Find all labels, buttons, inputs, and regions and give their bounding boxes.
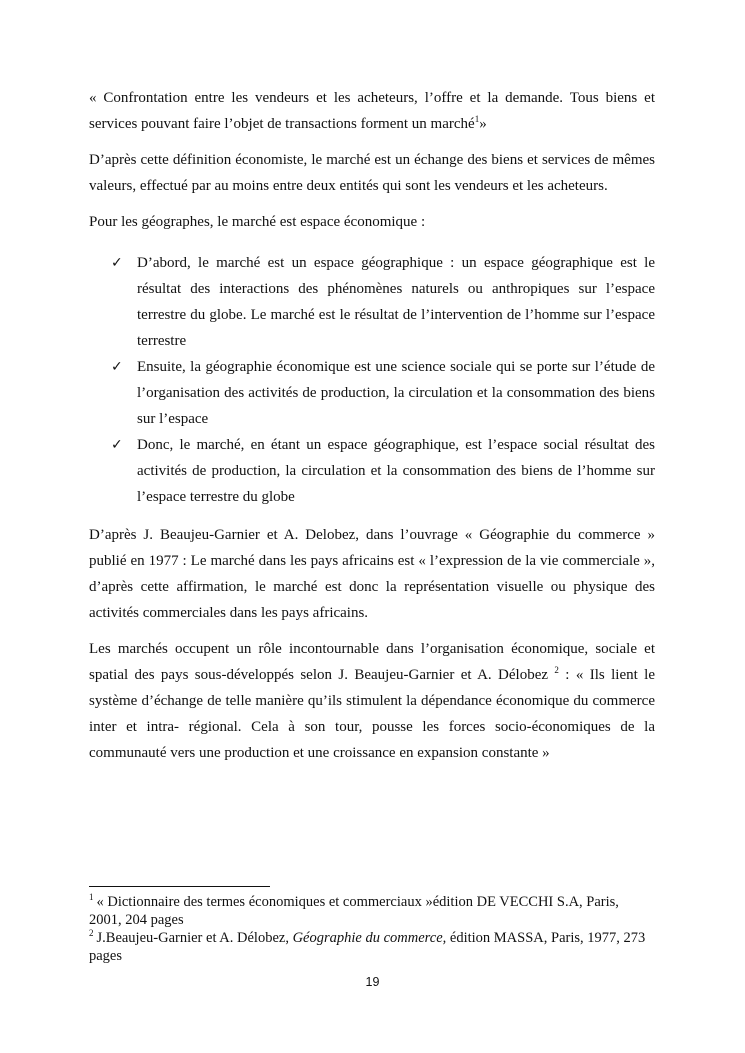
footnote-2 bbox=[89, 929, 655, 965]
checkmark-icon: ✓ bbox=[111, 255, 123, 271]
paragraph-text-end: » bbox=[479, 116, 487, 132]
list-item bbox=[89, 432, 655, 510]
checkmark-icon: ✓ bbox=[111, 437, 123, 453]
paragraph-text-end: : « Ils lient le système d’échange de telle manière qu’ils stimulent la dépendance économique du commerce inter et intra- régional. Cela à son tour, pousse les forces socio-économiques de la communauté vers une production et une croissance en expansion constante » bbox=[89, 667, 656, 761]
footnote-1 bbox=[89, 893, 655, 929]
paragraph-text: Les marchés occupent un rôle incontournable dans l’organisation économique, sociale et spatial des pays sous-développés selon J. Beaujeu-Garnier et A. Délobez bbox=[89, 641, 655, 683]
checkmark-icon: ✓ bbox=[111, 359, 123, 375]
list-item-text: Donc, le marché, en étant un espace géographique, est l’espace social résultat des activités de production, la circulation et la consommation des biens de l’homme sur l’espace terrestre du globe bbox=[137, 437, 655, 505]
list-item bbox=[89, 250, 655, 354]
footnote-ref-2[interactable]: 2 bbox=[554, 665, 559, 675]
paragraph-market-role bbox=[89, 636, 655, 766]
paragraph-text: « Confrontation entre les vendeurs et les acheteurs, l’offre et la demande. Tous biens et services pouvant faire l’objet de transactions forment un marché bbox=[89, 90, 655, 132]
list-item-text: Ensuite, la géographie économique est une science sociale qui se porte sur l’étude de l’organisation des activités de production, la circulation et la consommation des biens sur l’espace bbox=[137, 359, 655, 427]
list-item-text: D’abord, le marché est un espace géographique : un espace géographique est le résultat des interactions des phénomènes naturels ou anthropiques sur l’espace terrestre du globe. Le marché est le résultat de l’intervention de l’homme sur l’espace terrestre bbox=[137, 255, 655, 349]
footnotes bbox=[89, 893, 655, 965]
footnote-text: J.Beaujeu-Garnier et A. Délobez, bbox=[96, 930, 293, 946]
footnote-number: 1 bbox=[89, 892, 94, 903]
page-number: 19 bbox=[365, 975, 380, 989]
footnote-divider bbox=[89, 886, 270, 887]
paragraph-market-definition bbox=[89, 85, 655, 137]
paragraph-geographers: Pour les géographes, le marché est espace économique : bbox=[89, 214, 426, 230]
footnote-number: 2 bbox=[89, 928, 94, 939]
paragraph-economist-definition: D’après cette définition économiste, le marché est un échange des biens et services de mêmes valeurs, effectué par au moins entre deux entités qui sont les vendeurs et les acheteurs. bbox=[89, 152, 655, 194]
paragraph-beaujeu-garnier: D’après J. Beaujeu-Garnier et A. Delobez, dans l’ouvrage « Géographie du commerce » publié en 1977 : Le marché dans les pays africains est « l’expression de la vie commerciale », d’après cette affirmation, le marché est donc la représentation visuelle ou physique des activités commerciales dans les pays africains. bbox=[89, 527, 655, 621]
bullet-list bbox=[89, 250, 655, 510]
list-item bbox=[89, 354, 655, 432]
footnote-book-title: Géographie du commerce, bbox=[292, 930, 447, 946]
footnote-text-end: édition MASSA, Paris, 1977, 273 pages bbox=[89, 930, 646, 964]
footnote-text: « Dictionnaire des termes économiques et commerciaux »édition DE VECCHI S.A, Paris, 2001, 204 pages bbox=[89, 894, 619, 928]
footnote-ref-1[interactable]: 1 bbox=[474, 114, 480, 124]
